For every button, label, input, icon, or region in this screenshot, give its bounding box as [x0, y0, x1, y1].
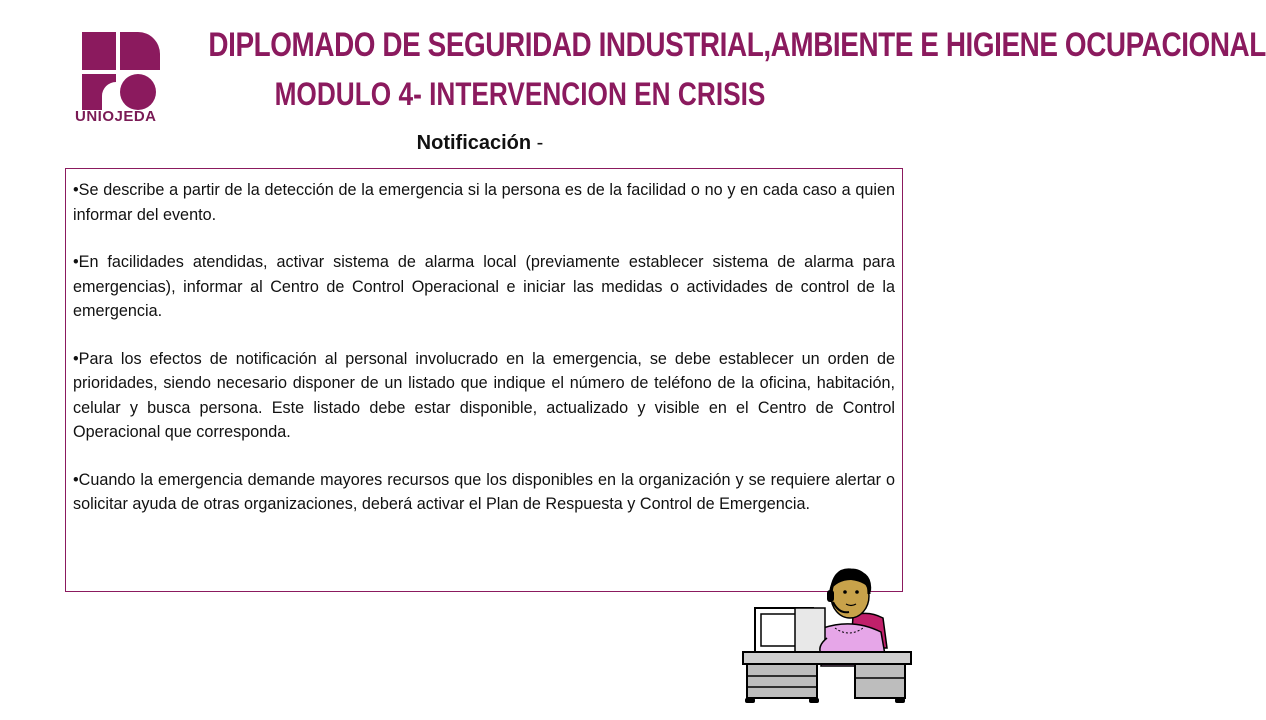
- slide-heading-suffix: -: [531, 132, 544, 154]
- bullet-paragraph-4: •Cuando la emergencia demande mayores recursos que los disponibles en la organización y se requiere alertar o solicitar ayuda de otras organizaciones, deberá activar el Plan de Respuesta y Control de Emergencia.: [73, 470, 895, 513]
- operator-at-desk-icon: [735, 568, 920, 708]
- bullet-paragraph-3: •Para los efectos de notificación al personal involucrado en la emergencia, se debe establecer un orden de prioridades, siendo necesario disponer de un listado que indique el número de teléfono de la oficina, habitación, celular y busca persona. Este listado debe estar disponible, actualizado y visible en el Centro de Control Operacional que corresponda.: [73, 349, 895, 441]
- slide-heading: [0, 132, 960, 155]
- bullet-paragraph-2: •En facilidades atendidas, activar sistema de alarma local (previamente establecer sistema de alarma para emergencias), informar al Centro de Control Operacional e iniciar las medidas o actividades de control de la emergencia.: [73, 253, 895, 320]
- content-box: [65, 168, 903, 592]
- logo-text: UNIOJEDA: [75, 108, 157, 125]
- module-title: MODULO 4- INTERVENCION EN CRISIS: [274, 76, 766, 112]
- bullet-paragraph-1: •Se describe a partir de la detección de la emergencia si la persona es de la facilidad o no y en cada caso a quien informar del evento.: [73, 181, 895, 224]
- course-title: DIPLOMADO DE SEGURIDAD INDUSTRIAL,AMBIENTE E HIGIENE OCUPACIONAL: [208, 26, 1266, 64]
- slide-heading-text: Notificación: [416, 132, 532, 154]
